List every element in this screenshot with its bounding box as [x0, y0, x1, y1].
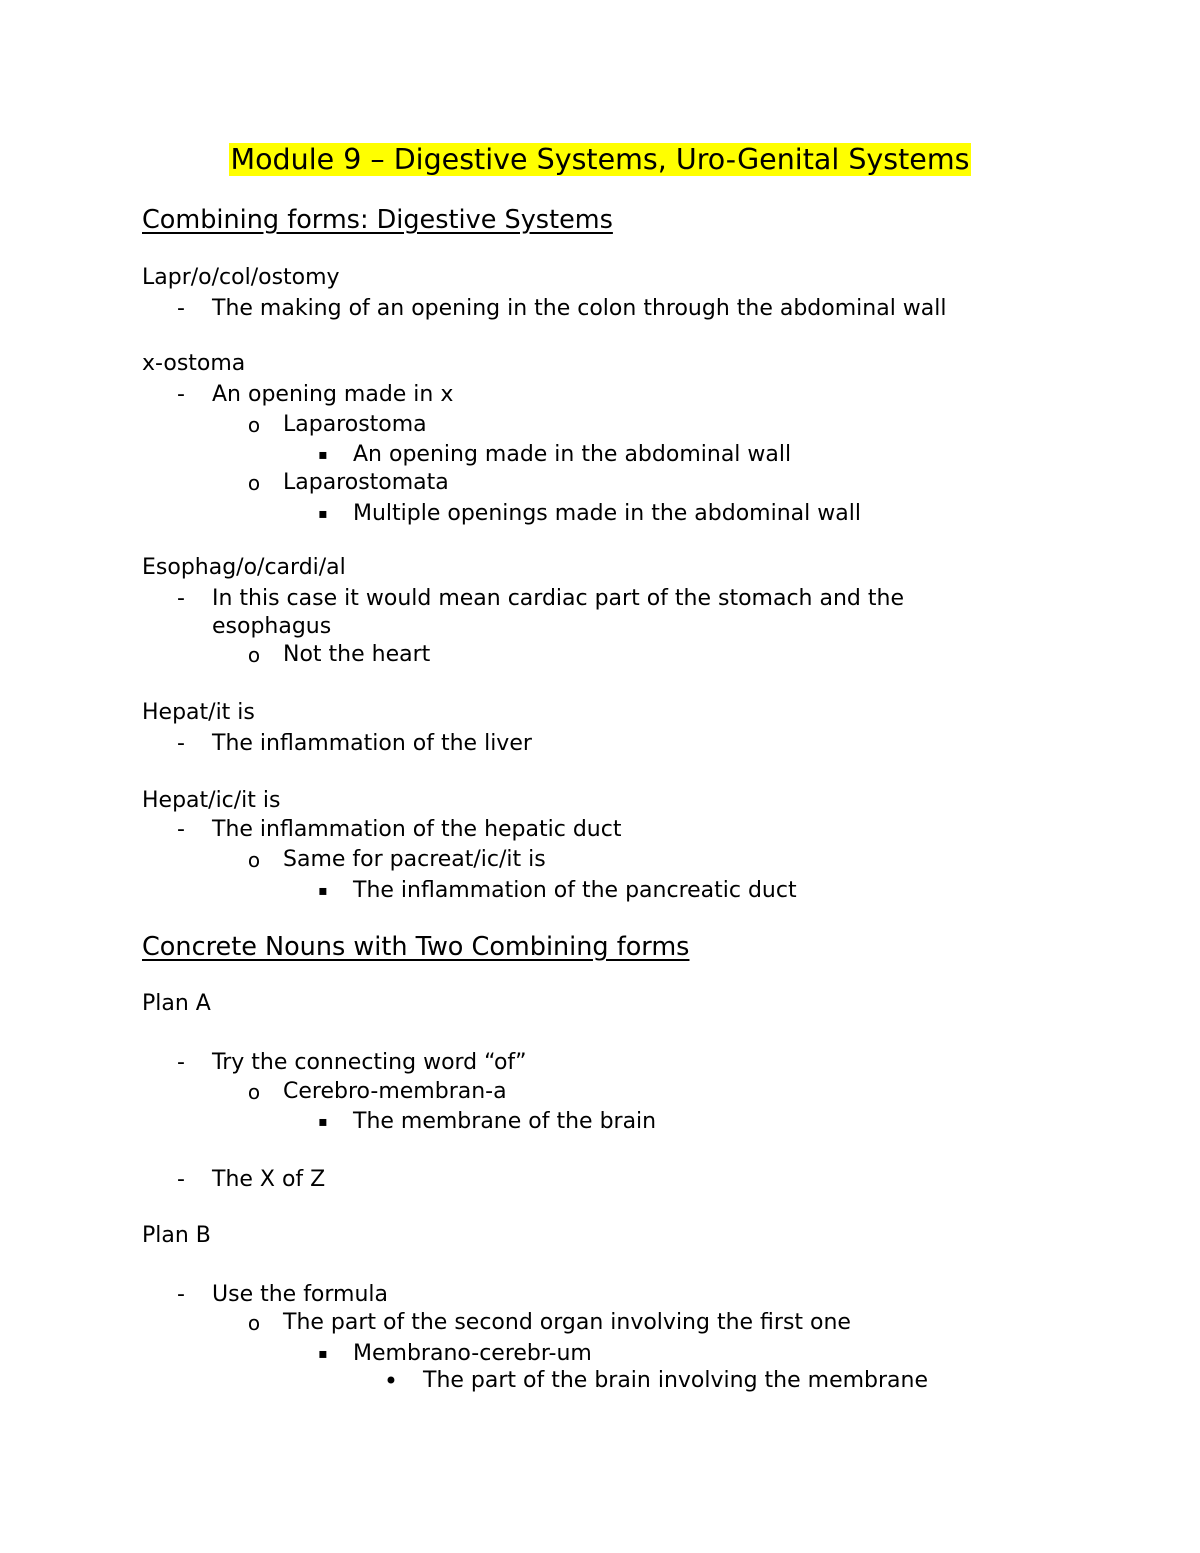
dash-bullet: -: [177, 817, 185, 842]
square-bullet: ▪: [318, 1114, 328, 1130]
dash-bullet: -: [177, 1050, 185, 1075]
definition-esophagocardial-line2: esophagus: [212, 614, 332, 639]
term-hepatitis: Hepat/it is: [142, 700, 255, 725]
plan-b-example-definition: The part of the brain involving the membrane: [423, 1368, 929, 1393]
square-bullet: ▪: [318, 447, 328, 463]
sub-note-pancreaticitis: Same for pacreat/ic/it is: [283, 847, 546, 872]
definition-hepaticitis: The inflammation of the hepatic duct: [212, 817, 622, 842]
circle-bullet: o: [247, 413, 261, 437]
circle-bullet: o: [247, 1311, 261, 1335]
sub-definition-laparostoma: An opening made in the abdominal wall: [353, 442, 792, 467]
square-bullet: ▪: [318, 883, 328, 899]
section-heading-concrete-nouns: Concrete Nouns with Two Combining forms: [142, 932, 690, 962]
circle-bullet: o: [247, 1080, 261, 1104]
square-bullet: ▪: [318, 506, 328, 522]
dash-bullet: -: [177, 296, 185, 321]
plan-a-item-x-of-z: The X of Z: [212, 1167, 326, 1192]
term-laprocolostomy: Lapr/o/col/ostomy: [142, 265, 340, 290]
dash-bullet: -: [177, 586, 185, 611]
definition-laprocolostomy: The making of an opening in the colon through the abdominal wall: [212, 296, 947, 321]
dot-bullet: •: [383, 1367, 399, 1395]
term-x-ostoma: x-ostoma: [142, 351, 246, 376]
highlighted-title-text: Module 9 – Digestive Systems, Uro-Genital Systems: [230, 143, 970, 176]
sub-definition-laparostomata: Multiple openings made in the abdominal wall: [353, 501, 861, 526]
circle-bullet: o: [247, 471, 261, 495]
term-esophagocardial: Esophag/o/cardi/al: [142, 555, 346, 580]
circle-bullet: o: [247, 643, 261, 667]
sub-term-laparostoma: Laparostoma: [283, 412, 427, 437]
page-title: [0, 140, 1200, 180]
term-hepaticitis: Hepat/ic/it is: [142, 788, 281, 813]
plan-a-example-definition: The membrane of the brain: [353, 1109, 657, 1134]
dash-bullet: -: [177, 1167, 185, 1192]
plan-b-example-term: Membrano-cerebr-um: [353, 1341, 592, 1366]
dash-bullet: -: [177, 1282, 185, 1307]
plan-b-label: Plan B: [142, 1223, 211, 1248]
plan-a-label: Plan A: [142, 991, 211, 1016]
sub-term-laparostomata: Laparostomata: [283, 470, 449, 495]
section-heading-combining-forms: Combining forms: Digestive Systems: [142, 205, 613, 235]
sub-note-not-heart: Not the heart: [283, 642, 431, 667]
definition-esophagocardial-line1: In this case it would mean cardiac part of the stomach and the: [212, 586, 904, 611]
plan-a-example-term: Cerebro-membran-a: [283, 1079, 507, 1104]
dash-bullet: -: [177, 382, 185, 407]
sub-definition-pancreaticitis: The inflammation of the pancreatic duct: [353, 878, 797, 903]
plan-b-item-formula: Use the formula: [212, 1282, 389, 1307]
plan-b-formula-description: The part of the second organ involving the first one: [283, 1310, 851, 1335]
dash-bullet: -: [177, 731, 185, 756]
square-bullet: ▪: [318, 1346, 328, 1362]
definition-hepatitis: The inflammation of the liver: [212, 731, 532, 756]
circle-bullet: o: [247, 848, 261, 872]
definition-x-ostoma: An opening made in x: [212, 382, 454, 407]
plan-a-item-connecting-word: Try the connecting word “of”: [212, 1050, 527, 1075]
